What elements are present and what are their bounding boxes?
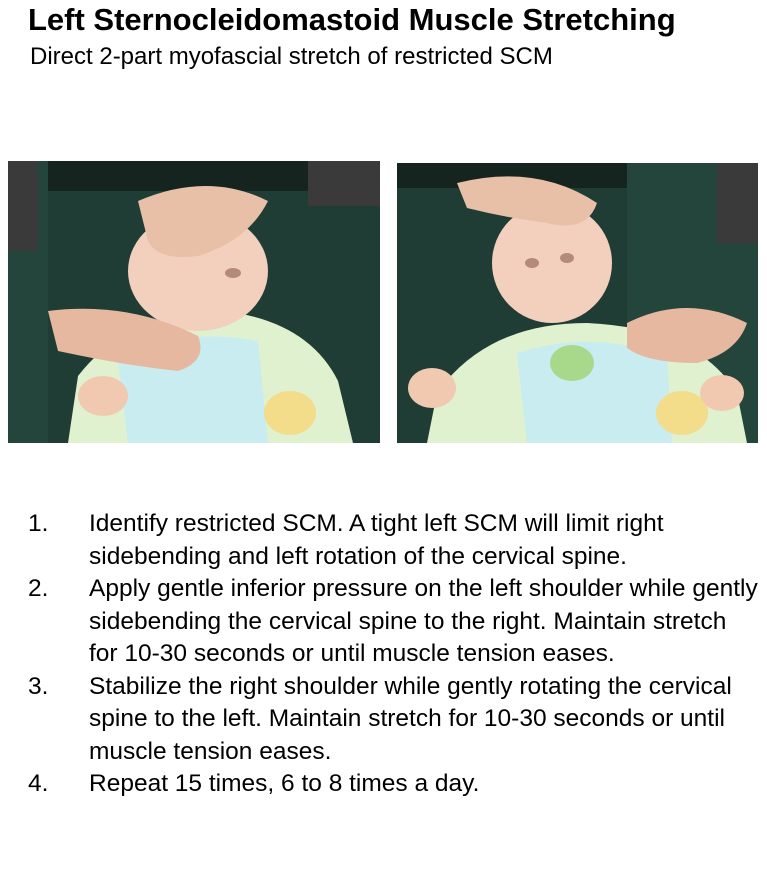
step-item — [28, 671, 758, 769]
step-number: 4. — [28, 770, 49, 797]
photo-left-sidebending — [8, 161, 380, 443]
step-text: Identify restricted SCM. A tight left SCM will limit right sidebending and left rotation of the cervical spine. — [89, 510, 664, 570]
step-text: Repeat 15 times, 6 to 8 times a day. — [89, 770, 480, 797]
step-number: 2. — [28, 575, 49, 602]
instruction-steps — [28, 508, 758, 801]
step-number: 1. — [28, 510, 49, 537]
step-item — [28, 768, 758, 801]
infant-stretch-image-2 — [397, 163, 758, 443]
page-subtitle: Direct 2-part myofascial stretch of restricted SCM — [30, 43, 553, 70]
infant-stretch-image-1 — [8, 161, 380, 443]
page-title: Left Sternocleidomastoid Muscle Stretching — [28, 2, 676, 37]
step-number: 3. — [28, 672, 49, 700]
step-item — [28, 508, 758, 573]
step-text: Stabilize the right shoulder while gently rotating the cervical spine to the left. Maintain stretch for 10-30 seconds or until muscle tension eases. — [89, 672, 732, 765]
step-item — [28, 573, 758, 671]
photo-right-rotation — [397, 163, 758, 443]
step-text: Apply gentle inferior pressure on the left shoulder while gently sidebending the cervical spine to the right. Maintain stretch for 10-30 seconds or until muscle tension eases. — [89, 575, 758, 667]
